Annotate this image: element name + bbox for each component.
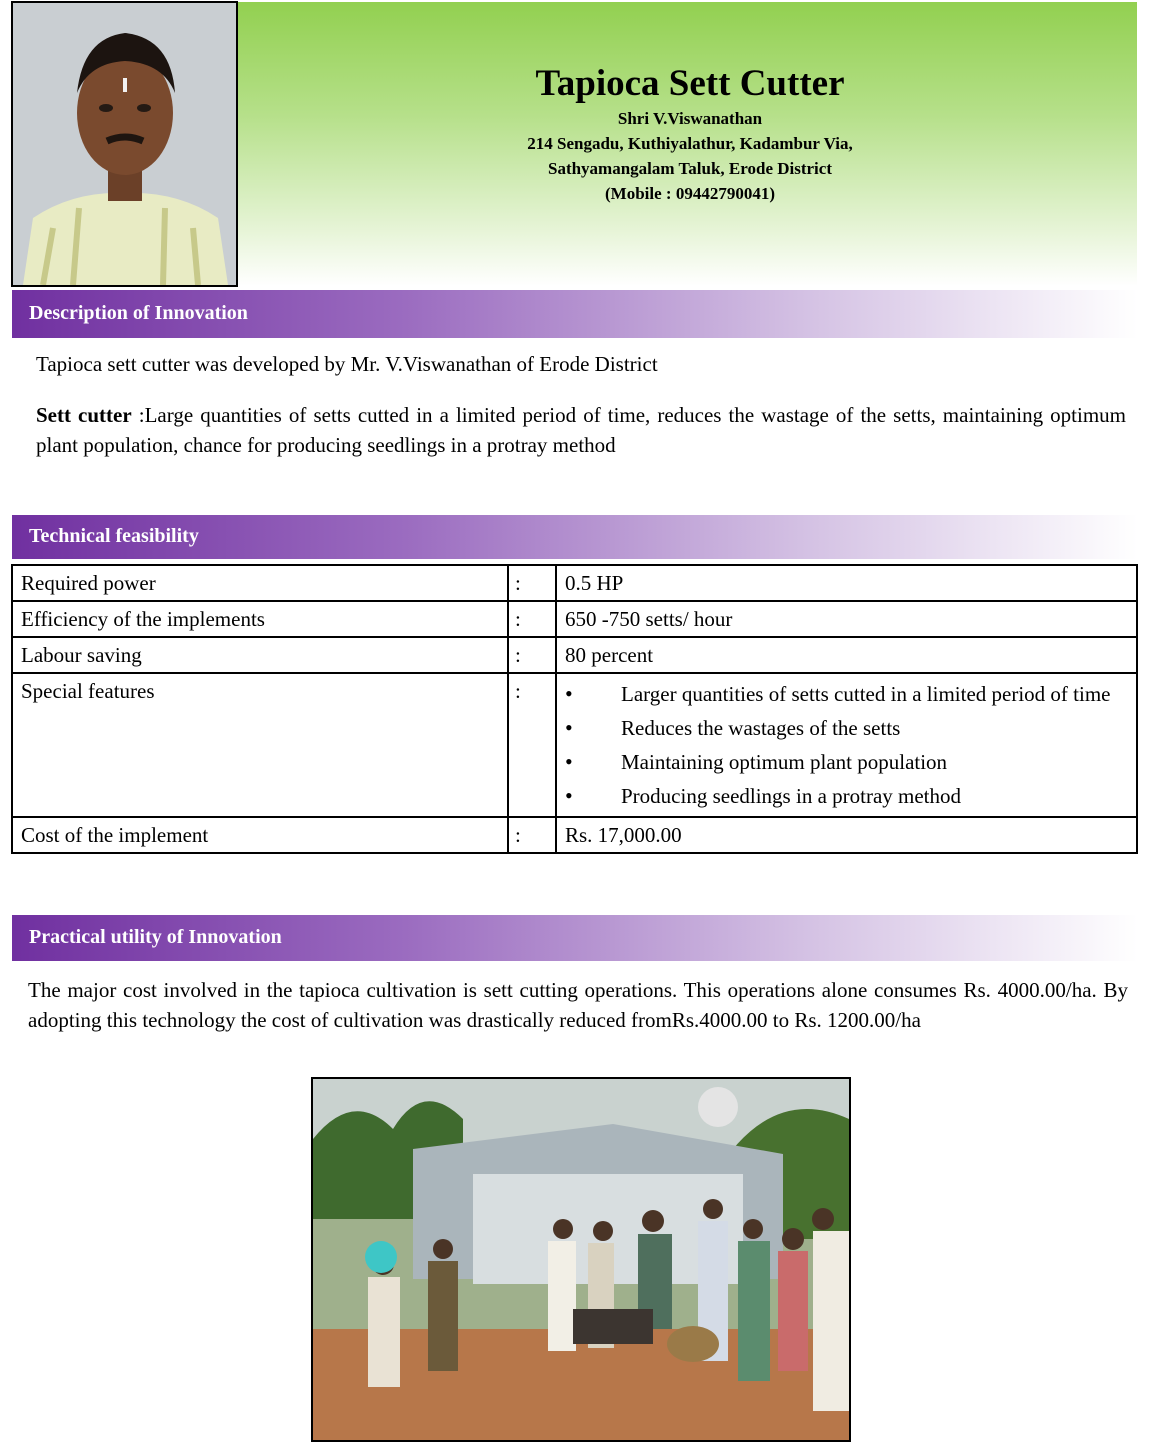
list-item: • Larger quantities of setts cutted in a limited period of time <box>565 677 1128 711</box>
practical-utility-text: The major cost involved in the tapioca cultivation is sett cutting operations. This operations alone consumes Rs. 4000.00/ha. By adopting this technology the cost of cultivation was drastically reduced fromRs.4000.00 to Rs. 1200.00/ha <box>28 978 1128 1032</box>
spec-value: 80 percent <box>556 637 1137 673</box>
list-item: • Producing seedlings in a protray method <box>565 779 1128 813</box>
innovator-name: Shri V.Viswanathan <box>617 109 763 128</box>
spec-label: Special features <box>12 673 508 817</box>
spec-separator: : <box>508 601 556 637</box>
spec-label: Labour saving <box>12 637 508 673</box>
spec-value: Rs. 17,000.00 <box>556 817 1137 853</box>
technical-spec-table <box>11 564 1138 854</box>
list-item: • Maintaining optimum plant population <box>565 745 1128 779</box>
spec-label: Efficiency of the implements <box>12 601 508 637</box>
section-title-practical: Practical utility of Innovation <box>29 926 282 948</box>
section-header-description <box>12 290 1138 338</box>
spec-separator: : <box>508 817 556 853</box>
table-row <box>12 601 1137 637</box>
table-row <box>12 817 1137 853</box>
page-title: Tapioca Sett Cutter <box>535 63 845 104</box>
table-row <box>12 637 1137 673</box>
section-title-description: Description of Innovation <box>29 302 248 324</box>
description-intro: Tapioca sett cutter was developed by Mr. V.Viswanathan of Erode District <box>36 352 658 376</box>
section-title-technical: Technical feasibility <box>29 525 199 547</box>
innovator-portrait <box>11 1 238 287</box>
field-demonstration-photo <box>311 1077 851 1442</box>
special-features-list <box>565 677 1128 813</box>
address-line-2: Sathyamangalam Taluk, Erode District <box>547 159 832 178</box>
special-features-cell <box>556 673 1137 817</box>
spec-value: 0.5 HP <box>556 565 1137 601</box>
spec-value: 650 -750 setts/ hour <box>556 601 1137 637</box>
sett-cutter-label: Sett cutter <box>36 403 132 427</box>
spec-separator: : <box>508 565 556 601</box>
spec-label: Required power <box>12 565 508 601</box>
spec-separator: : <box>508 637 556 673</box>
table-row <box>12 565 1137 601</box>
address-line-1: 214 Sengadu, Kuthiyalathur, Kadambur Via, <box>527 134 853 153</box>
sett-cutter-text: :Large quantities of setts cutted in a limited period of time, reduces the wastage of the setts, maintaining optimum plant population, chance for producing seedlings in a protray method <box>36 403 1127 457</box>
section-header-technical <box>12 515 1138 559</box>
spec-label: Cost of the implement <box>12 817 508 853</box>
mobile-number: (Mobile : 09442790041) <box>605 184 775 203</box>
header-title-block <box>420 62 960 206</box>
list-item: • Reduces the wastages of the setts <box>565 711 1128 745</box>
table-row <box>12 673 1137 817</box>
spec-separator: : <box>508 673 556 817</box>
sett-cutter-paragraph <box>36 400 1126 460</box>
section-header-practical <box>12 915 1138 961</box>
